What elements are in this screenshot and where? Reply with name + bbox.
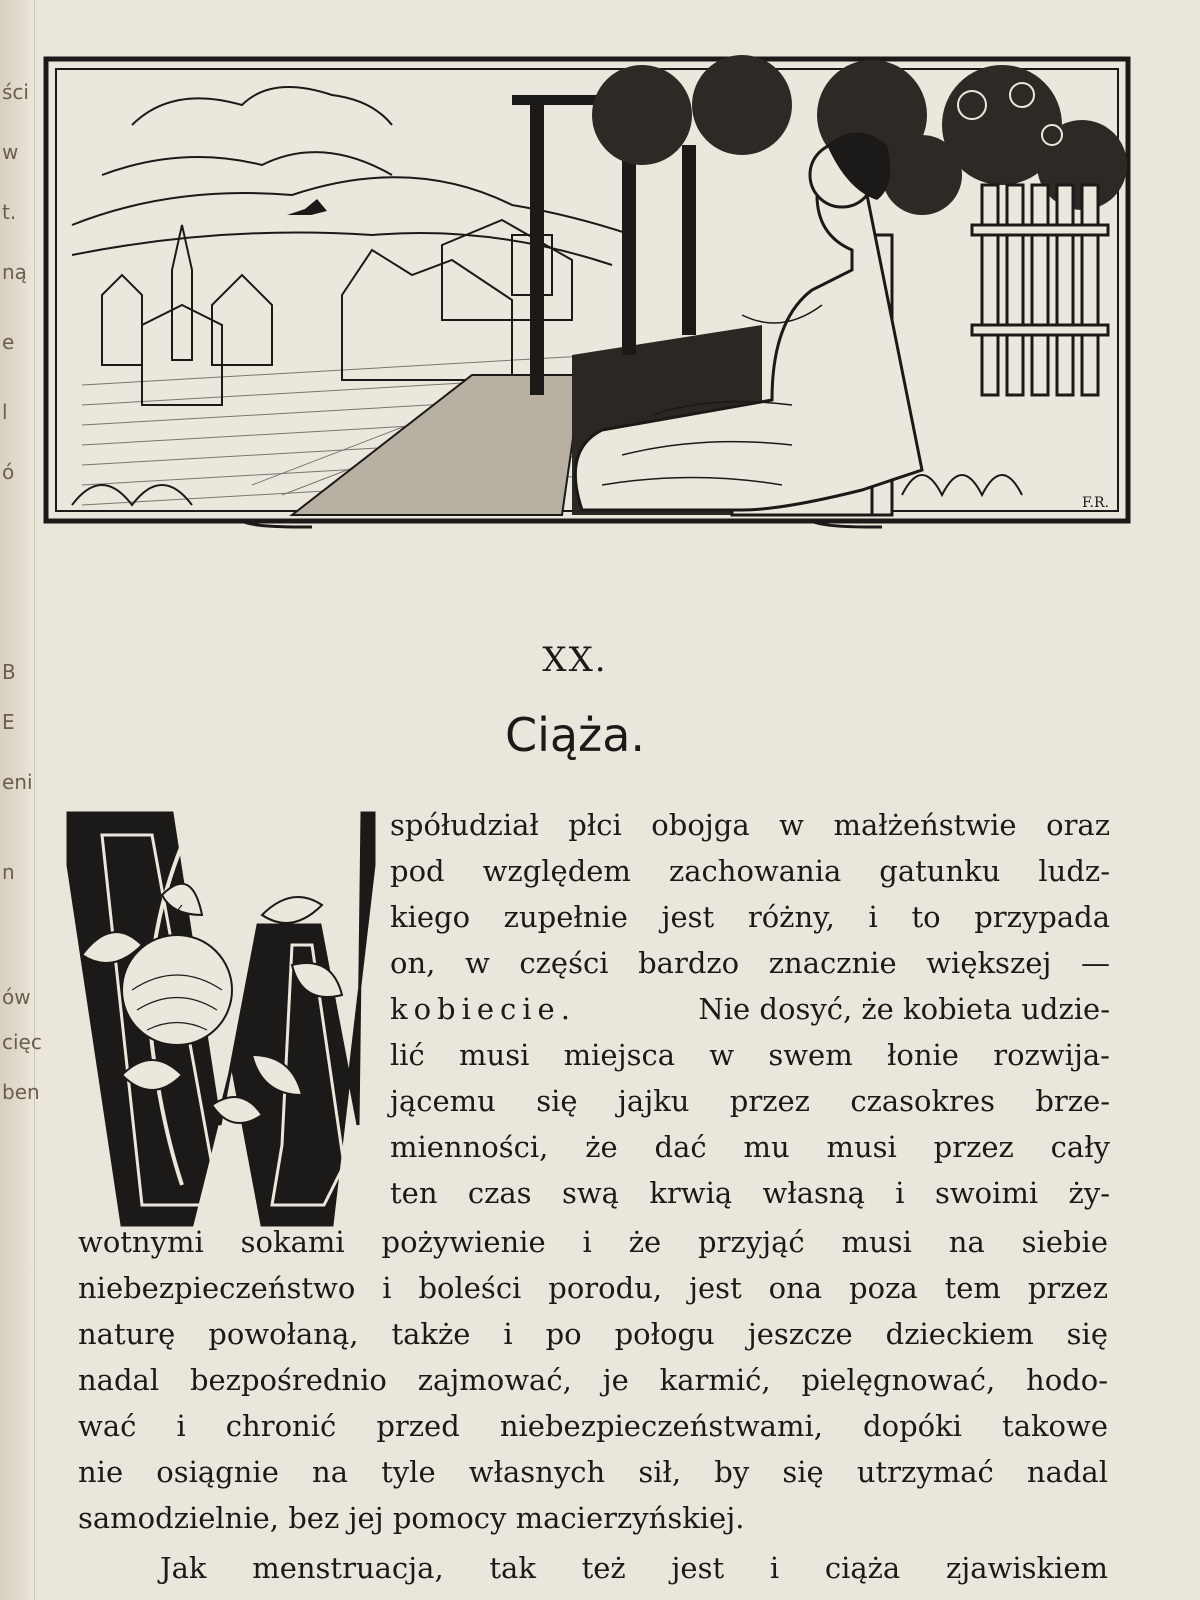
- text-line: lić musi miejsca w swem łonie rozwija-: [390, 1038, 1110, 1072]
- text-line: pod względem zachowania gatunku ludz-: [390, 854, 1110, 888]
- text-line: mienności, że dać mu musi przez cały: [390, 1130, 1110, 1164]
- text-line: Jak menstruacja, tak też jest i ciąża zjawiskiem: [160, 1551, 1108, 1585]
- margin-fragment: ną: [2, 260, 27, 284]
- text-line: samodzielnie, bez jej pomocy macierzyńskiej.: [78, 1501, 745, 1535]
- margin-fragment: l: [2, 400, 8, 424]
- text-line-rest: Nie dosyć, że kobieta udzie-: [698, 992, 1110, 1026]
- emphasized-word: kobiecie.: [390, 992, 576, 1026]
- margin-fragment: ó: [2, 460, 15, 484]
- margin-fragment: cięc: [2, 1030, 42, 1054]
- margin-fragment: B: [2, 660, 16, 684]
- header-illustration: [42, 55, 1132, 535]
- chapter-title: Ciąża.: [504, 708, 646, 762]
- text-line: kiego zupełnie jest różny, i to przypada: [390, 900, 1110, 934]
- margin-fragment: ben: [2, 1080, 40, 1104]
- text-line: nadal bezpośrednio zajmować, je karmić, pielęgnować, hodo-: [78, 1363, 1108, 1397]
- text-line: nie osiągnie na tyle własnych sił, by się utrzymać nadal: [78, 1455, 1108, 1489]
- text-line: wotnymi sokami pożywienie i że przyjąć musi na siebie: [78, 1225, 1108, 1259]
- artist-signature: F.R.: [1082, 495, 1109, 511]
- text-line: wać i chronić przed niebezpieczeństwami, dopóki takowe: [78, 1409, 1108, 1443]
- margin-fragment: e: [2, 330, 15, 354]
- text-line: niebezpieczeństwo i boleści porodu, jest ona poza tem przez: [78, 1271, 1108, 1305]
- text-line: ten czas swą krwią własną i swoimi ży-: [390, 1176, 1110, 1210]
- margin-fragment: ów: [2, 985, 31, 1009]
- margin-fragment: w: [2, 140, 19, 164]
- text-line: jącemu się jajku przez czasokres brze-: [390, 1084, 1110, 1118]
- previous-page-edge: [0, 0, 42, 1600]
- margin-fragment: eni: [2, 770, 33, 794]
- margin-fragment: n: [2, 860, 15, 884]
- text-line: [390, 989, 1110, 1029]
- decorated-initial: [62, 805, 380, 1237]
- margin-fragment: E: [2, 710, 15, 734]
- margin-fragment: t.: [2, 200, 17, 224]
- margin-fragment: ści: [2, 80, 29, 104]
- text-line: naturę powołaną, także i po połogu jeszcze dzieckiem się: [78, 1317, 1108, 1351]
- text-line: on, w części bardzo znacznie większej —: [390, 946, 1110, 980]
- chapter-number: XX.: [542, 640, 608, 680]
- text-line: spółudział płci obojga w małżeństwie oraz: [390, 808, 1110, 842]
